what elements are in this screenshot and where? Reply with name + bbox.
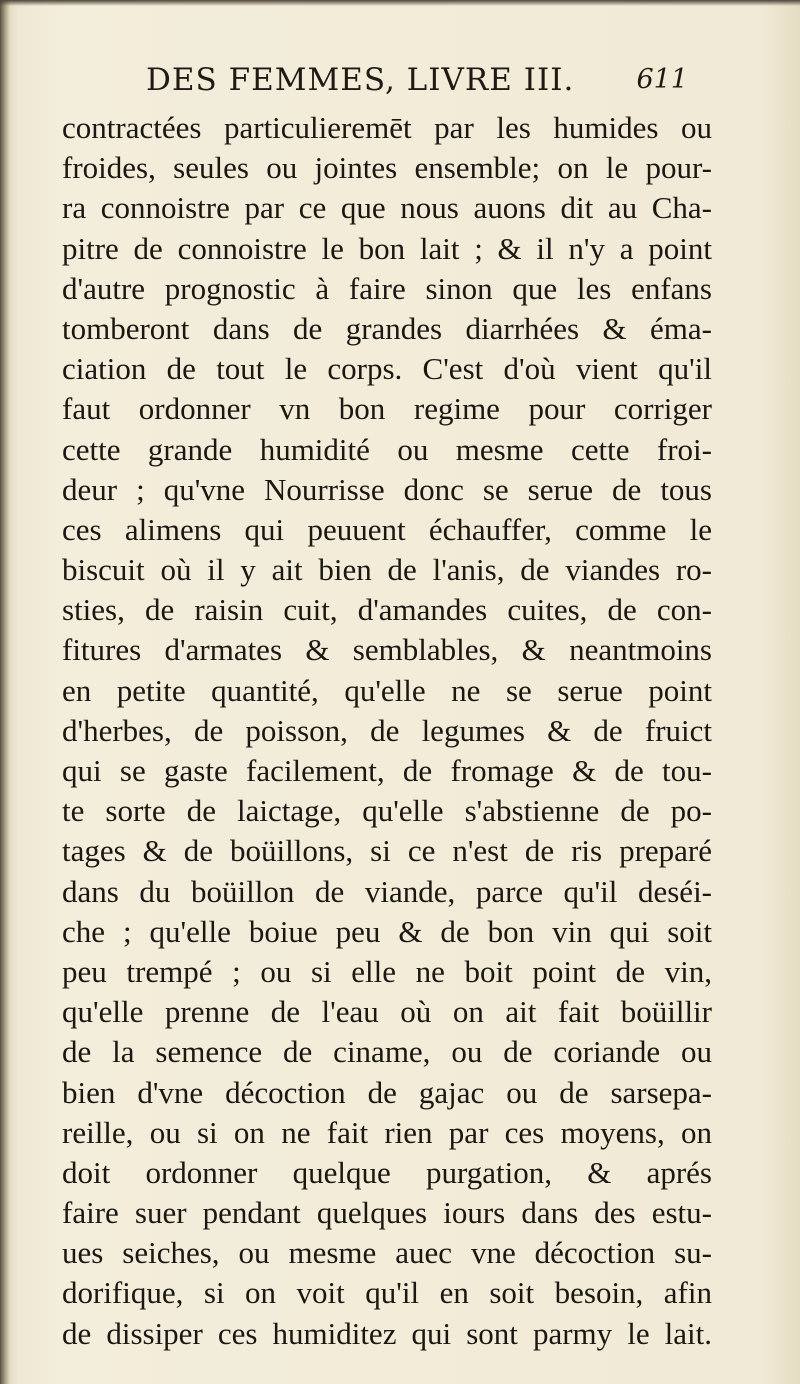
text-line: ues seiches, ou mesme auec vne décoction su-	[62, 1235, 712, 1271]
text-line: bien d'vne décoction de gajac ou de sarsepa-	[62, 1074, 712, 1110]
running-title: DES FEMMES, LIVRE III.	[146, 62, 575, 98]
text-line: de dissiper ces humiditez qui sont parmy le lait.	[62, 1315, 712, 1351]
text-line: faut ordonner vn bon regime pour corriger	[62, 391, 712, 427]
text-line: che ; qu'elle boiue peu & de bon vin qui soit	[62, 913, 712, 949]
page-top-edge	[0, 0, 800, 6]
text-line: deur ; qu'vne Nourrisse donc se serue de tous	[62, 471, 712, 507]
page-number: 611	[636, 64, 688, 95]
text-line: peu trempé ; ou si elle ne boit point de vin,	[62, 953, 712, 989]
text-line: tomberont dans de grandes diarrhées & éma-	[62, 310, 712, 346]
text-line: doit ordonner quelque purgation, & aprés	[62, 1154, 712, 1190]
text-line: sties, de raisin cuit, d'amandes cuites, de con-	[62, 592, 712, 628]
text-line: cette grande humidité ou mesme cette froi-	[62, 431, 712, 467]
text-line: qu'elle prenne de l'eau où on ait fait boüillir	[62, 994, 712, 1030]
text-line: dorifique, si on voit qu'il en soit besoin, afin	[62, 1275, 712, 1311]
text-line: d'herbes, de poisson, de legumes & de fruict	[62, 712, 712, 748]
text-line: pitre de connoistre le bon lait ; & il n'y a point	[62, 230, 712, 266]
text-line: biscuit où il y ait bien de l'anis, de viandes ro-	[62, 552, 712, 588]
text-line: fitures d'armates & semblables, & neantmoins	[62, 632, 712, 668]
text-line: faire suer pendant quelques iours dans des estu-	[62, 1195, 712, 1231]
binding-shadow	[0, 0, 10, 1384]
text-line: dans du boüillon de viande, parce qu'il deséi-	[62, 873, 712, 909]
text-line: froides, seules ou jointes ensemble; on le pour-	[62, 150, 712, 186]
text-line: ces alimens qui peuuent échauffer, comme le	[62, 511, 712, 547]
text-line: contractées particulieremēt par les humides ou	[62, 110, 712, 145]
text-line: reille, ou si on ne fait rien par ces moyens, on	[62, 1114, 712, 1150]
text-line: de la semence de ciname, ou de coriande ou	[62, 1034, 712, 1070]
text-line: d'autre prognostic à faire sinon que les enfans	[62, 270, 712, 306]
text-line: tages & de boüillons, si ce n'est de ris preparé	[62, 833, 712, 869]
text-line: te sorte de laictage, qu'elle s'abstienne de po-	[62, 793, 712, 829]
text-line: ciation de tout le corps. C'est d'où vient qu'il	[62, 351, 712, 387]
body-text	[62, 108, 712, 1354]
running-header	[146, 62, 706, 106]
text-line: qui se gaste facilement, de fromage & de tou-	[62, 753, 712, 788]
text-line: ra connoistre par ce que nous auons dit au Cha-	[62, 190, 712, 226]
text-line: en petite quantité, qu'elle ne se serue point	[62, 672, 712, 708]
